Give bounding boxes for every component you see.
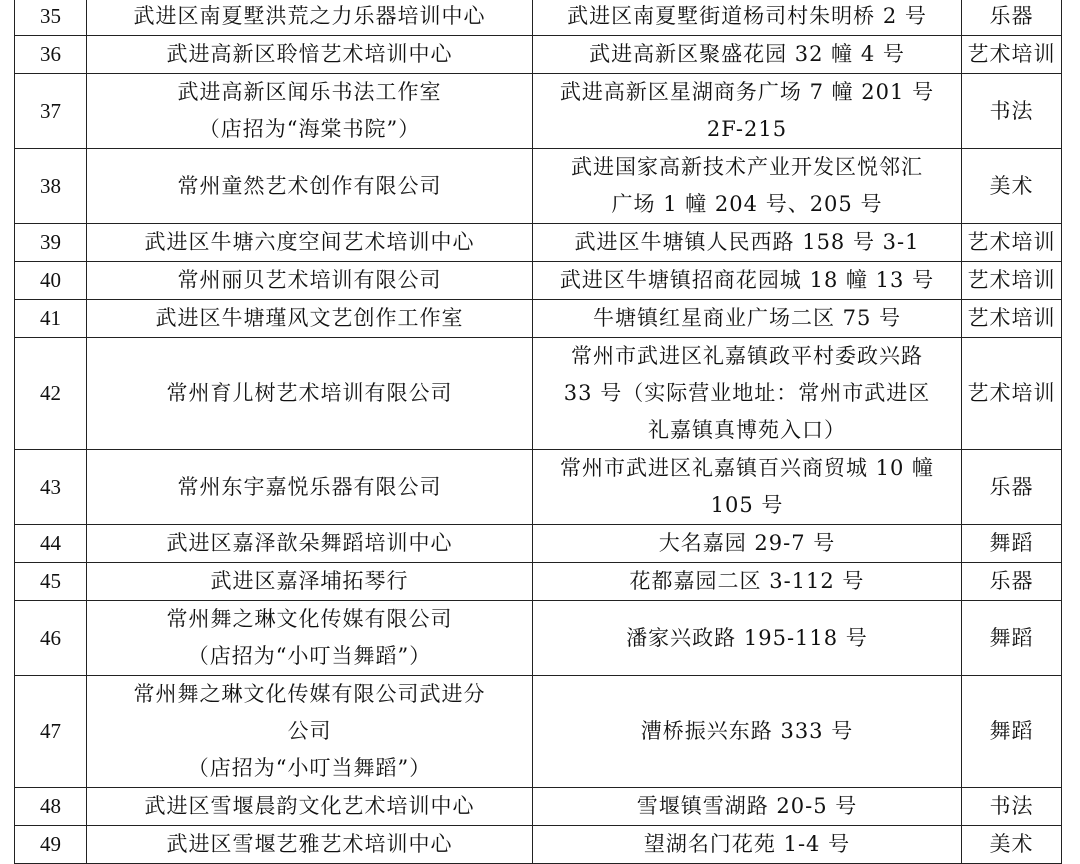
organization-name-line: （店招为“小叮当舞蹈”） <box>187 756 432 780</box>
organization-address-line: 常州市武进区礼嘉镇百兴商贸城 10 幢 <box>559 456 935 480</box>
organization-address-line: 潘家兴政路 195-118 号 <box>626 625 868 650</box>
organization-name-line: （店招为“海棠书院”） <box>198 117 421 141</box>
organization-address <box>533 563 962 601</box>
table-row <box>15 262 1062 300</box>
organization-name <box>87 149 533 224</box>
organization-name-line: 常州丽贝艺术培训有限公司 <box>177 268 442 292</box>
organization-name-line: （店招为“小叮当舞蹈”） <box>187 644 432 668</box>
table-row <box>15 563 1062 601</box>
row-number: 38 <box>15 149 87 224</box>
row-number: 44 <box>15 525 87 563</box>
organization-address-line: 33 号（实际营业地址：常州市武进区 <box>563 381 931 405</box>
organization-address <box>533 338 962 450</box>
row-number: 47 <box>15 676 87 788</box>
category: 艺术培训 <box>962 338 1062 450</box>
organization-name-line: 武进区牛塘瑾风文艺创作工作室 <box>155 306 464 330</box>
table-row <box>15 525 1062 563</box>
organization-name <box>87 338 533 450</box>
organization-address <box>533 601 962 676</box>
organization-name <box>87 300 533 338</box>
category: 艺术培训 <box>962 262 1062 300</box>
table-row <box>15 149 1062 224</box>
table-row <box>15 338 1062 450</box>
organization-address-line: 常州市武进区礼嘉镇政平村委政兴路 <box>571 344 923 368</box>
organization-address-line: 105 号 <box>710 493 784 517</box>
organization-name <box>87 525 533 563</box>
row-number: 45 <box>15 563 87 601</box>
organization-name-line: 常州育儿树艺术培训有限公司 <box>166 381 453 405</box>
organization-name <box>87 788 533 826</box>
organization-address <box>533 826 962 864</box>
category: 艺术培训 <box>962 224 1062 262</box>
organization-address-line: 2F-215 <box>706 117 788 141</box>
category: 书法 <box>962 788 1062 826</box>
organization-address-line: 漕桥振兴东路 333 号 <box>640 719 854 743</box>
organization-name-line: 武进区牛塘六度空间艺术培训中心 <box>144 230 475 254</box>
row-number: 40 <box>15 262 87 300</box>
organization-name-line: 武进区雪堰晨韵文化艺术培训中心 <box>144 794 475 818</box>
table-row <box>15 450 1062 525</box>
table-row <box>15 676 1062 788</box>
organization-name-line: 武进高新区聆愔艺术培训中心 <box>166 42 453 66</box>
organization-address <box>533 788 962 826</box>
organization-name <box>87 563 533 601</box>
organization-name-line: 常州舞之琳文化传媒有限公司武进分 <box>133 682 486 706</box>
category: 艺术培训 <box>962 36 1062 74</box>
organization-address-line: 武进区南夏墅街道杨司村朱明桥 2 号 <box>567 4 927 28</box>
row-number: 35 <box>15 0 87 36</box>
registry-table-body <box>15 0 1062 864</box>
organization-name <box>87 450 533 525</box>
category: 舞蹈 <box>962 525 1062 563</box>
organization-address <box>533 0 962 36</box>
row-number: 42 <box>15 338 87 450</box>
organization-name <box>87 826 533 864</box>
table-row <box>15 788 1062 826</box>
organization-address-line: 武进区牛塘镇招商花园城 18 幢 13 号 <box>559 268 935 292</box>
organization-address <box>533 676 962 788</box>
organization-name <box>87 224 533 262</box>
organization-name <box>87 36 533 74</box>
organization-name <box>87 0 533 36</box>
organization-name-line: 常州童然艺术创作有限公司 <box>177 173 442 198</box>
row-number: 46 <box>15 601 87 676</box>
organization-name <box>87 74 533 149</box>
row-number: 39 <box>15 224 87 262</box>
table-row <box>15 74 1062 149</box>
organization-name-line: 武进高新区闻乐书法工作室 <box>177 80 442 104</box>
category: 书法 <box>962 74 1062 149</box>
category: 艺术培训 <box>962 300 1062 338</box>
organization-name-line: 常州舞之琳文化传媒有限公司 <box>166 607 453 631</box>
organization-address-line: 武进区牛塘镇人民西路 158 号 3-1 <box>574 230 920 254</box>
organization-name <box>87 676 533 788</box>
organization-address-line: 武进高新区聚盛花园 32 幢 4 号 <box>589 42 905 66</box>
organization-name-line: 武进区雪堰艺雅艺术培训中心 <box>166 832 453 856</box>
organization-address <box>533 224 962 262</box>
organization-address-line: 礼嘉镇真博苑入口） <box>648 418 846 442</box>
row-number: 36 <box>15 36 87 74</box>
category: 舞蹈 <box>962 601 1062 676</box>
table-row <box>15 224 1062 262</box>
category: 乐器 <box>962 450 1062 525</box>
organization-name-line: 武进区嘉泽歆朵舞蹈培训中心 <box>166 531 453 555</box>
row-number: 49 <box>15 826 87 864</box>
organization-address <box>533 149 962 224</box>
row-number: 37 <box>15 74 87 149</box>
organization-address-line: 广场 1 幢 204 号、205 号 <box>611 192 883 216</box>
row-number: 48 <box>15 788 87 826</box>
category: 乐器 <box>962 563 1062 601</box>
organization-address-line: 牛塘镇红星商业广场二区 75 号 <box>592 306 902 330</box>
organization-address <box>533 262 962 300</box>
row-number: 43 <box>15 450 87 525</box>
organization-address-line: 武进高新区星湖商务广场 7 幢 201 号 <box>559 80 935 104</box>
category: 美术 <box>962 149 1062 224</box>
organization-address <box>533 74 962 149</box>
organization-name <box>87 601 533 676</box>
row-number: 41 <box>15 300 87 338</box>
category: 乐器 <box>962 0 1062 36</box>
organization-address-line: 雪堰镇雪湖路 20-5 号 <box>636 794 858 818</box>
table-row <box>15 300 1062 338</box>
organization-address <box>533 36 962 74</box>
organization-address-line: 望湖名门花苑 1-4 号 <box>643 832 851 856</box>
organization-address-line: 花都嘉园二区 3-112 号 <box>629 569 865 593</box>
organization-address <box>533 300 962 338</box>
organization-address <box>533 450 962 525</box>
organization-name-line: 武进区嘉泽埔拓琴行 <box>210 569 409 593</box>
organization-address <box>533 525 962 563</box>
organization-name-line: 常州东宇嘉悦乐器有限公司 <box>177 474 442 499</box>
organization-address-line: 大名嘉园 29-7 号 <box>658 531 836 555</box>
registry-table <box>14 0 1062 864</box>
category: 美术 <box>962 826 1062 864</box>
table-row <box>15 826 1062 864</box>
table-row <box>15 601 1062 676</box>
table-row <box>15 0 1062 36</box>
organization-address-line: 武进国家高新技术产业开发区悦邻汇 <box>571 155 923 179</box>
organization-name <box>87 262 533 300</box>
organization-name-line: 武进区南夏墅洪荒之力乐器培训中心 <box>133 4 486 28</box>
table-row <box>15 36 1062 74</box>
category: 舞蹈 <box>962 676 1062 788</box>
organization-name-line: 公司 <box>287 719 332 743</box>
